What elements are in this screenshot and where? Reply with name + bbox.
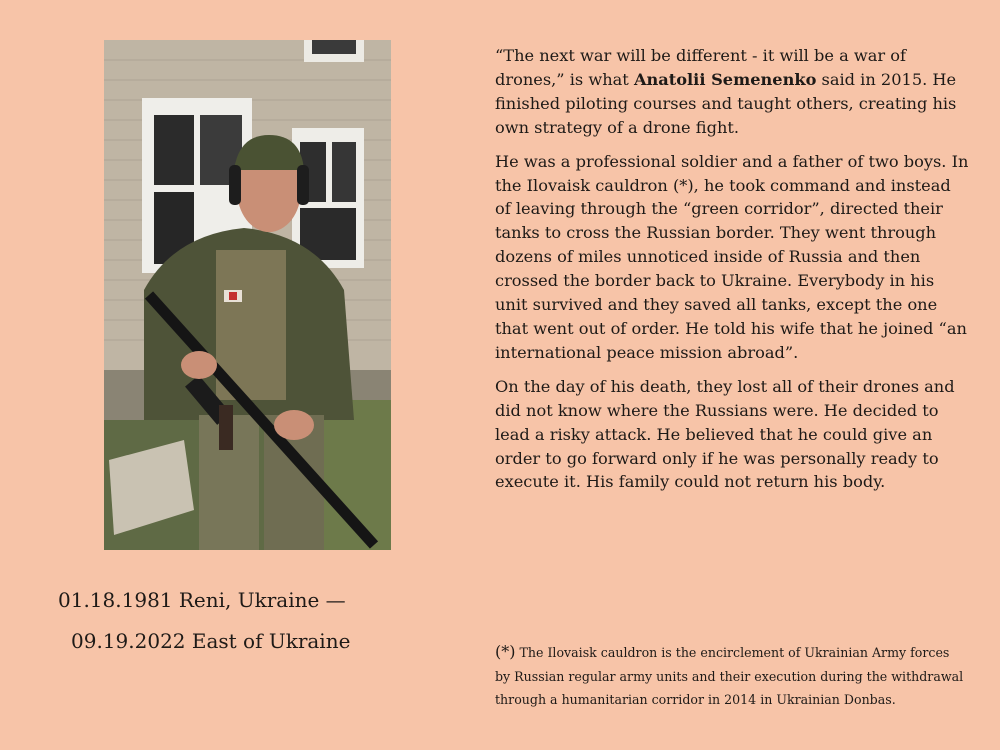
soldier-photo (104, 40, 391, 550)
birth-date-place: 01.18.1981 Reni, Ukraine — (58, 588, 346, 612)
paragraph-2: He was a professional soldier and a father of two boys. In the Ilovaisk cauldron (*), he took command and instead of leaving through the “green corridor”, directed their tanks to cross the Russian border. They went through dozens of miles unnoticed inside of Russia and then crossed the border back to Ukraine. Everybody in his unit survived and they saved all tanks, except the one that went out of order. He told his wife that he joined “an international peace mission abroad”. (495, 151, 969, 362)
footnote-marker: (*) (495, 642, 516, 661)
person-name: Anatolii Semenenko (633, 69, 817, 89)
paragraph-3: On the day of his death, they lost all of their drones and did not know where the Russians were. He decided to lead a risky attack. He believed that he could give an order to go forward only if he was personally ready to execute it. His family could not return his body. (495, 376, 955, 492)
biography-text (495, 44, 970, 504)
footnote-text: The Ilovaisk cauldron is the encirclement of Ukrainian Army forces by Russian regular army units and their execution during the withdrawal through a humanitarian corridor in 2014 in Ukrainian Donbas. (495, 645, 964, 707)
footnote (495, 640, 965, 712)
life-dates (58, 588, 398, 653)
death-date-place: 09.19.2022 East of Ukraine (71, 629, 351, 653)
paragraph-1: “The next war will be different - it will be a war of drones,” is what Anatolii Semenenko said in 2015. He finished piloting courses and taught others, creating his own strategy of a drone fight. (495, 46, 957, 137)
